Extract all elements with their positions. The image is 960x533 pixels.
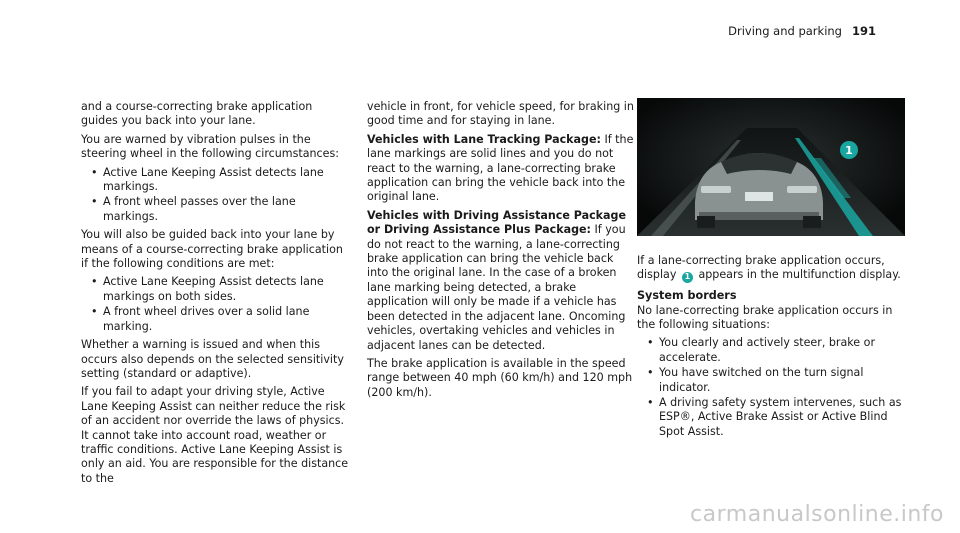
bullet-list bbox=[81, 166, 349, 225]
paragraph-text: If you do not react to the warning, a lane-correcting brake application can bring the vehicle back into the original lane. In the case of a broken lane marking being detected, a brake application will only be made if a vehicle has been detected in the adjacent lane. Oncoming vehicles, overtaking vehicles and vehicles in adjacent lanes can be detected. bbox=[367, 223, 626, 352]
bullet-list bbox=[637, 336, 905, 439]
paragraph-text: If the lane markings are solid lines and you do not react to the warning, a lane-correcting brake application can bring the vehicle back into the original lane. bbox=[367, 132, 634, 204]
bold-lead: Vehicles with Lane Tracking Package: bbox=[367, 132, 601, 146]
bullet-list bbox=[81, 275, 349, 334]
list-item: • Active Lane Keeping Assist detects lane markings on both sides. bbox=[93, 275, 349, 304]
bold-lead: Vehicles with Driving Assistance Package or Driving Assistance Plus Package: bbox=[367, 208, 626, 237]
callout-marker-inline: 1 bbox=[682, 272, 693, 283]
paragraph-text: If a lane-correcting brake application occurs, display bbox=[637, 254, 885, 282]
car-lane-illustration bbox=[637, 98, 905, 236]
svg-text:1: 1 bbox=[845, 144, 853, 157]
column-middle bbox=[367, 100, 635, 404]
paragraph: If you fail to adapt your driving style, Active Lane Keeping Assist can neither reduce the risk of an accident nor override the laws of physics. It cannot take into account road, weather or traffic conditions. Active Lane Keeping Assist is only an aid. You are responsible for the distance to the bbox=[81, 385, 349, 485]
list-item: • A front wheel drives over a solid lane marking. bbox=[93, 305, 349, 334]
watermark: carmanualsonline.info bbox=[690, 502, 944, 527]
paragraph: Whether a warning is issued and when this occurs also depends on the selected sensitivity setting (standard or adaptive). bbox=[81, 338, 344, 380]
list-item: • You have switched on the turn signal indicator. bbox=[649, 366, 905, 395]
paragraph bbox=[367, 133, 635, 205]
paragraph bbox=[637, 254, 905, 283]
paragraph-text: appears in the multifunction display. bbox=[694, 268, 901, 282]
section-title: Driving and parking bbox=[728, 24, 842, 38]
lane-assist-figure bbox=[637, 98, 905, 236]
column-right bbox=[637, 100, 905, 443]
paragraph: You are warned by vibration pulses in the steering wheel in the following circumstances: bbox=[81, 132, 339, 161]
list-item: • You clearly and actively steer, brake or accelerate. bbox=[649, 336, 905, 365]
paragraph bbox=[367, 209, 635, 353]
paragraph: vehicle in front, for vehicle speed, for braking in good time and for staying in lane. bbox=[367, 100, 634, 128]
paragraph: The brake application is available in the speed range between 40 mph (60 km/h) and 120 mph (200 km/h). bbox=[367, 356, 633, 399]
section-heading: System borders bbox=[637, 289, 737, 303]
paragraph: No lane-correcting brake application occurs in the following situations: bbox=[637, 303, 893, 331]
page-number: 191 bbox=[851, 24, 876, 38]
column-left bbox=[81, 100, 349, 490]
paragraph: and a course-correcting brake application guides you back into your lane. bbox=[81, 100, 313, 128]
list-item: • Active Lane Keeping Assist detects lane markings. bbox=[93, 166, 349, 195]
paragraph: You will also be guided back into your lane by means of a course-correcting brake application if the following conditions are met: bbox=[81, 228, 343, 271]
list-item: • A driving safety system intervenes, such as ESP®, Active Brake Assist or Active Blind Spot Assist. bbox=[649, 396, 905, 439]
list-item: • A front wheel passes over the lane markings. bbox=[93, 195, 349, 224]
page-header bbox=[728, 24, 876, 38]
